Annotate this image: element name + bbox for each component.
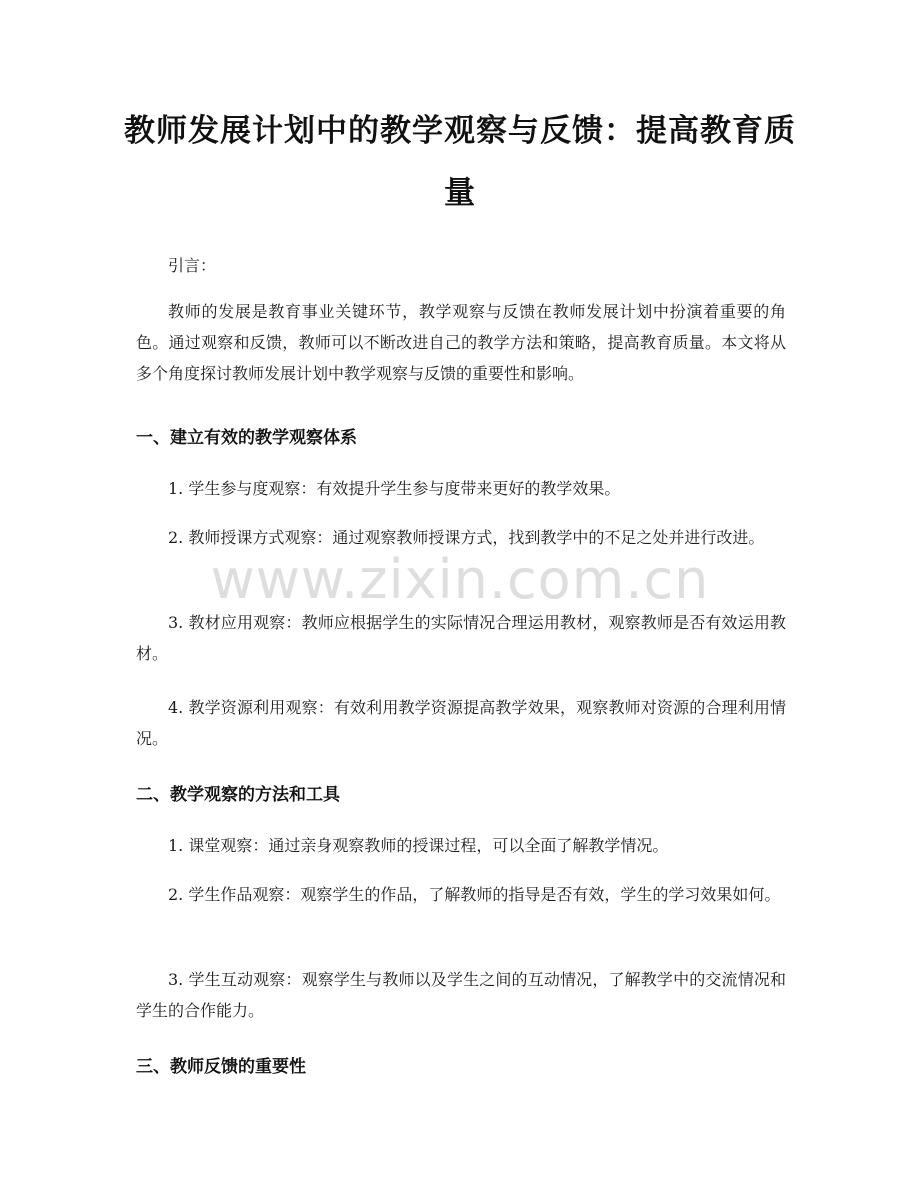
list-item: 3. 教材应用观察：教师应根据学生的实际情况合理运用教材，观察教师是否有效运用教材。 — [136, 613, 786, 663]
intro-paragraph: 教师的发展是教育事业关键环节，教学观察与反馈在教师发展计划中扮演着重要的角色。通过观察和反馈，教师可以不断改进自己的教学方法和策略，提高教育质量。本文将从多个角度探讨教师发展计划中教学观察与反馈的重要性和影响。 — [136, 302, 786, 383]
intro-label: 引言： — [168, 256, 217, 275]
section-heading-3: 三、教师反馈的重要性 — [136, 1057, 306, 1077]
list-item: 1. 课堂观察：通过亲身观察教师的授课过程，可以全面了解教学情况。 — [168, 836, 669, 855]
list-item: 3. 学生互动观察：观察学生与教师以及学生之间的互动情况，了解教学中的交流情况和学生的合作能力。 — [136, 970, 786, 1020]
list-item: 1. 学生参与度观察：有效提升学生参与度带来更好的教学效果。 — [168, 479, 621, 498]
section-heading-1: 一、建立有效的教学观察体系 — [136, 428, 357, 448]
list-item: 2. 学生作品观察：观察学生的作品，了解教师的指导是否有效，学生的学习效果如何。 — [168, 885, 781, 904]
list-item: 2. 教师授课方式观察：通过观察教师授课方式，找到教学中的不足之处并进行改进。 — [168, 528, 765, 547]
watermark: www.zixin.com.cn — [210, 548, 710, 611]
section-heading-2: 二、教学观察的方法和工具 — [136, 785, 340, 805]
list-item: 4. 教学资源利用观察：有效利用教学资源提高教学效果，观察教师对资源的合理利用情况。 — [136, 698, 786, 748]
document-title: 教师发展计划中的教学观察与反馈：提高教育质量 — [124, 113, 796, 211]
